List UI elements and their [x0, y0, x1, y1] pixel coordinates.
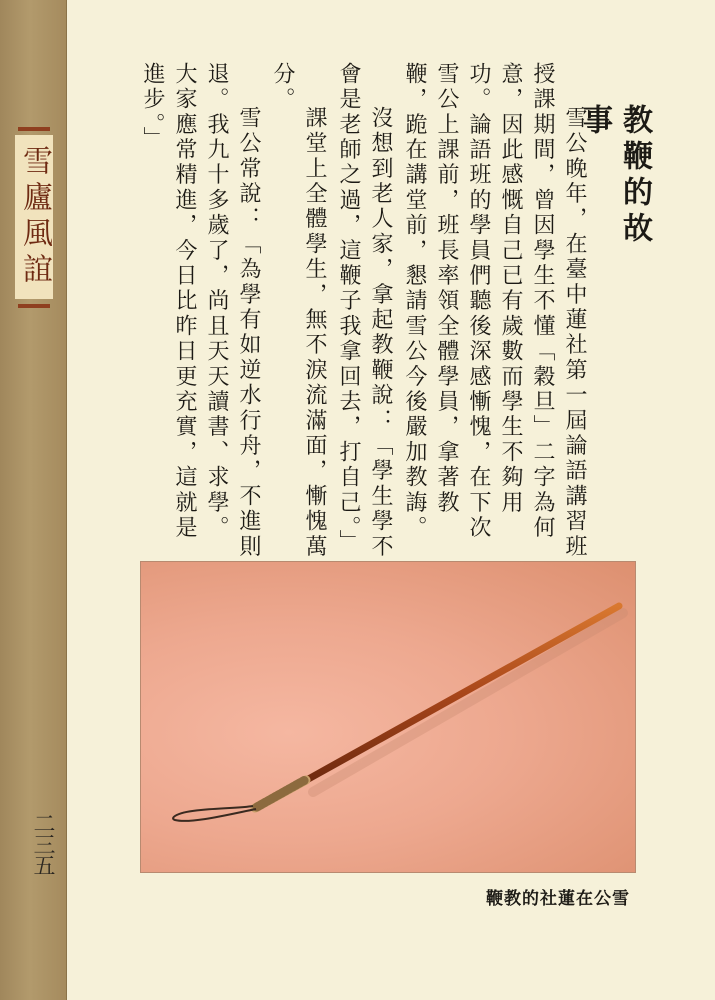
photo-caption: 鞭教的社蓮在公雪 — [486, 889, 630, 909]
paragraph-4: 雪公常說：「為學有如逆水行舟，不進則退。我九十多歲了，尚且天天讀書、求學。大家應常精進，今日比昨日更充實，這就是進步。」 — [140, 62, 261, 560]
article-body — [140, 62, 590, 562]
teaching-whip-illustration — [141, 562, 635, 872]
whip-photo — [140, 561, 636, 873]
sidebar-ornament-bottom — [18, 304, 50, 308]
section-title-box — [15, 135, 53, 299]
article-title-box — [577, 104, 652, 274]
page-number-box — [28, 812, 56, 882]
sidebar-ornament-top — [18, 127, 50, 131]
sidebar — [0, 0, 67, 1000]
paragraph-2: 沒想到老人家，拿起教鞭說：「學生學不會是老師之過，這鞭子我拿回去，打自己。」 — [336, 62, 393, 560]
section-title: 雪廬風誼 — [17, 145, 52, 289]
page-number: 二三五 — [30, 812, 55, 875]
paragraph-3: 課堂上全體學生，無不淚流滿面，慚愧萬分。 — [270, 62, 327, 560]
paragraph-1: 雪公晚年，在臺中蓮社第一屆論語講習班授課期間，曾因學生不懂「穀旦」二字為何意，因此感慨自己已有歲數而學生不夠用功。論語班的學員們聽後深感慚愧，在下次雪公上課前，班長率領全體學員，拿著教鞭，跪在講堂前，懇請雪公今後嚴加教誨。 — [402, 62, 587, 560]
article-title: 教鞭的故事 — [577, 104, 652, 248]
